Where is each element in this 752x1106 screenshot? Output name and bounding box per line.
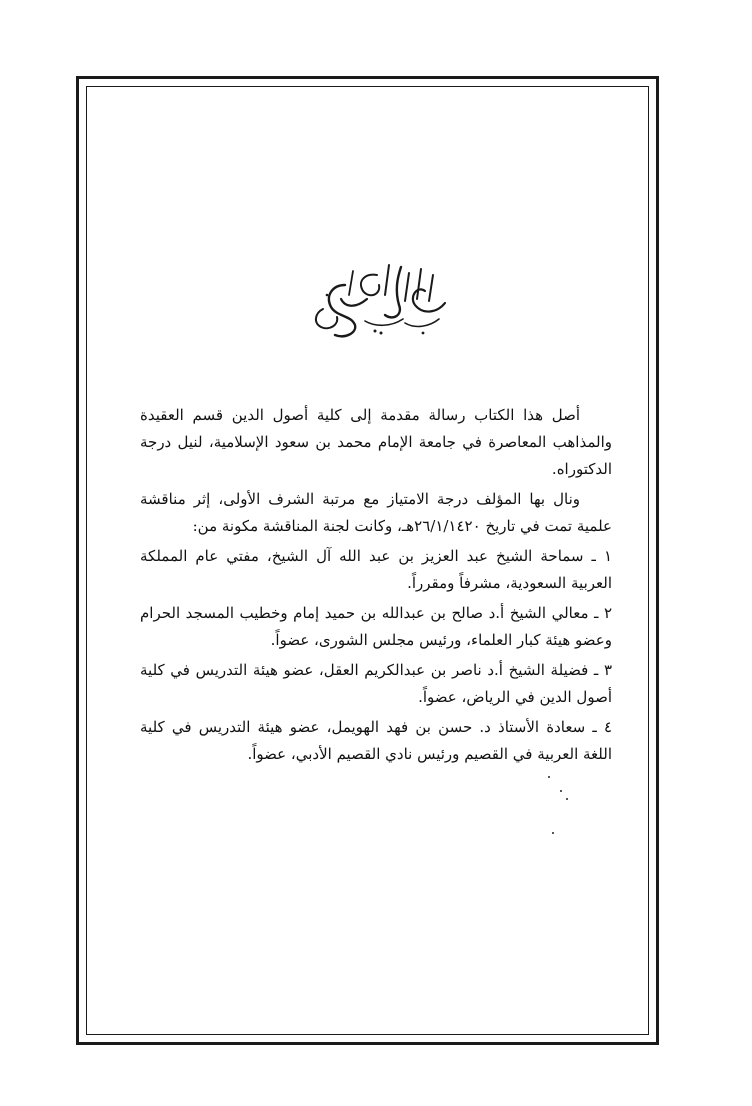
scan-speck (552, 832, 554, 834)
scan-speck (566, 798, 568, 800)
basmala-calligraphy (305, 255, 455, 345)
committee-member-3: ٣ ـ فضيلة الشيخ أ.د ناصر بن عبدالكريم العقل، عضو هيئة التدريس في كلية أصول الدين في الرياض، عضواً. (140, 661, 612, 706)
scan-speck (560, 790, 562, 792)
document-body (140, 402, 612, 771)
grade-paragraph: ونال بها المؤلف درجة الامتياز مع مرتبة الشرف الأولى، إثر مناقشة علمية تمت في تاريخ ٢٦/١/١٤٢٠هـ، وكانت لجنة المناقشة مكونة من: (140, 490, 612, 535)
scan-speck (548, 776, 550, 778)
intro-paragraph: أصل هذا الكتاب رسالة مقدمة إلى كلية أصول الدين قسم العقيدة والمذاهب المعاصرة في جامعة الإمام محمد بن سعود الإسلامية، لنيل درجة الدكتوراه. (140, 406, 612, 478)
committee-member-1: ١ ـ سماحة الشيخ عبد العزيز بن عبد الله آل الشيخ، مفتي عام المملكة العربية السعودية، مشرفاً ومقرراً. (140, 547, 612, 592)
committee-member-4: ٤ ـ سعادة الأستاذ د. حسن بن فهد الهويمل، عضو هيئة التدريس في كلية اللغة العربية في القصيم ورئيس نادي القصيم الأدبي، عضواً. (140, 718, 612, 763)
committee-member-2: ٢ ـ معالي الشيخ أ.د صالح بن عبدالله بن حميد إمام وخطيب المسجد الحرام وعضو هيئة كبار العلماء، ورئيس مجلس الشورى، عضواً. (140, 604, 612, 649)
